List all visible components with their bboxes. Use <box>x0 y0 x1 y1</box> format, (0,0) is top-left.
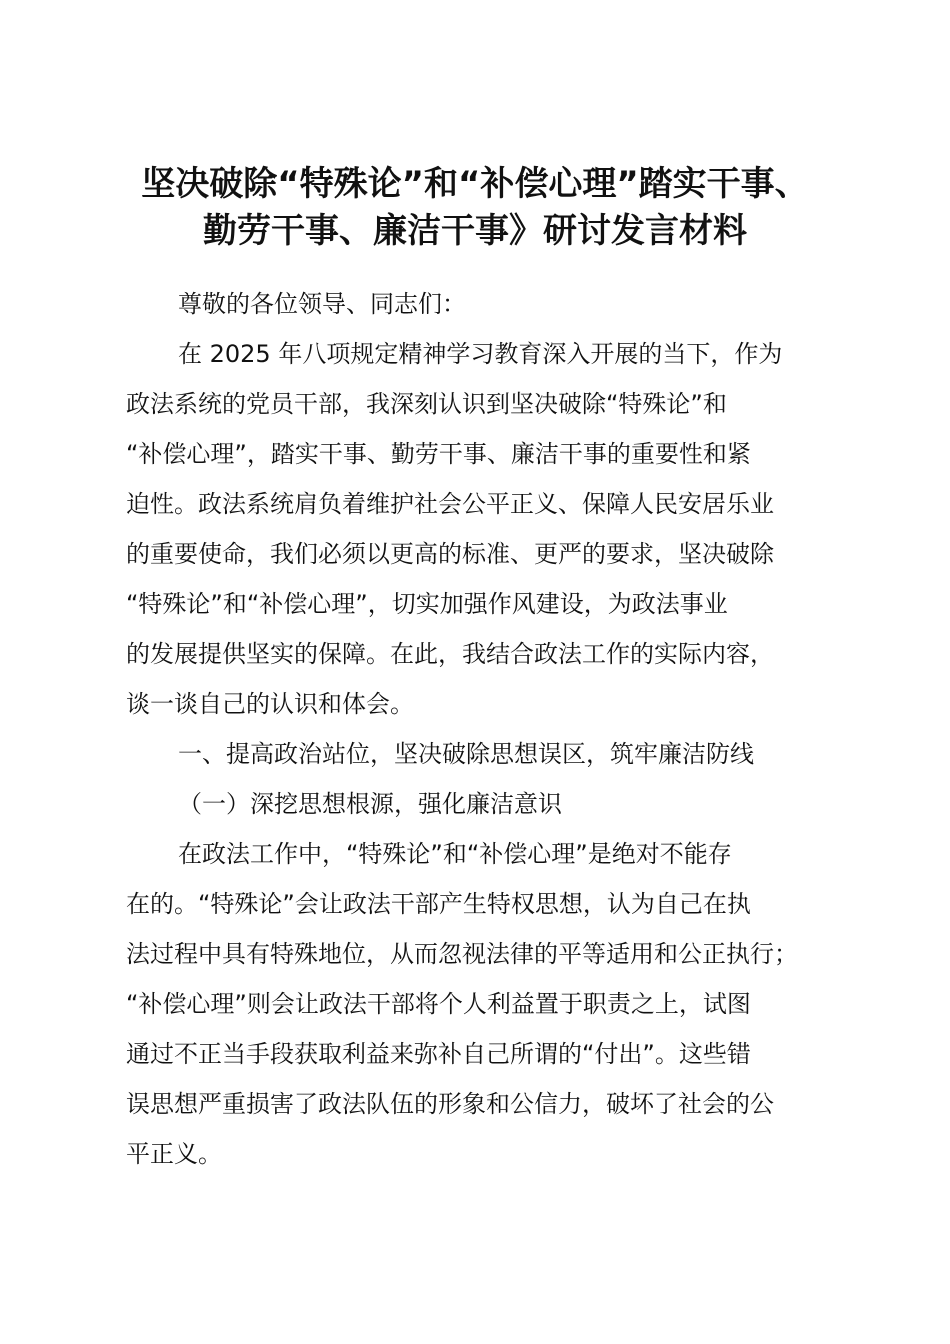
paragraph-line: 法过程中具有特殊地位，从而忽视法律的平等适用和公正执行； <box>126 940 798 968</box>
salutation: 尊敬的各位领导、同志们： <box>178 290 466 318</box>
section-heading: 一、提高政治站位，坚决破除思想误区，筑牢廉洁防线 <box>178 740 754 768</box>
paragraph-line: 谈一谈自己的认识和体会。 <box>126 690 414 718</box>
paragraph-line: “补偿心理”则会让政法干部将个人利益置于职责之上，试图 <box>126 990 751 1018</box>
paragraph-line: 在 2025 年八项规定精神学习教育深入开展的当下，作为 <box>178 340 783 368</box>
paragraph-line: 政法系统的党员干部，我深刻认识到坚决破除“特殊论”和 <box>126 390 727 418</box>
paragraph-line: 在的。“特殊论”会让政法干部产生特权思想，认为自己在执 <box>126 890 751 918</box>
paragraph-line: 的重要使命，我们必须以更高的标准、更严的要求，坚决破除 <box>126 540 774 568</box>
paragraph-line: 的发展提供坚实的保障。在此，我结合政法工作的实际内容， <box>126 640 774 668</box>
document-title-line-1: 坚决破除“特殊论”和“补偿心理”踏实干事、 <box>141 164 809 204</box>
document-title-line-2: 勤劳干事、廉洁干事》研讨发言材料 <box>203 211 747 251</box>
paragraph-line: 迫性。政法系统肩负着维护社会公平正义、保障人民安居乐业 <box>126 490 774 518</box>
paragraph-line: 误思想严重损害了政法队伍的形象和公信力，破坏了社会的公 <box>126 1090 774 1118</box>
subsection-heading: （一）深挖思想根源，强化廉洁意识 <box>178 790 562 818</box>
paragraph-line: 平正义。 <box>126 1140 222 1168</box>
paragraph-line: “特殊论”和“补偿心理”，切实加强作风建设，为政法事业 <box>126 590 728 618</box>
paragraph-line: “补偿心理”，踏实干事、勤劳干事、廉洁干事的重要性和紧 <box>126 440 751 468</box>
paragraph-line: 在政法工作中，“特殊论”和“补偿心理”是绝对不能存 <box>178 840 732 868</box>
paragraph-line: 通过不正当手段获取利益来弥补自己所谓的“付出”。这些错 <box>126 1040 751 1068</box>
